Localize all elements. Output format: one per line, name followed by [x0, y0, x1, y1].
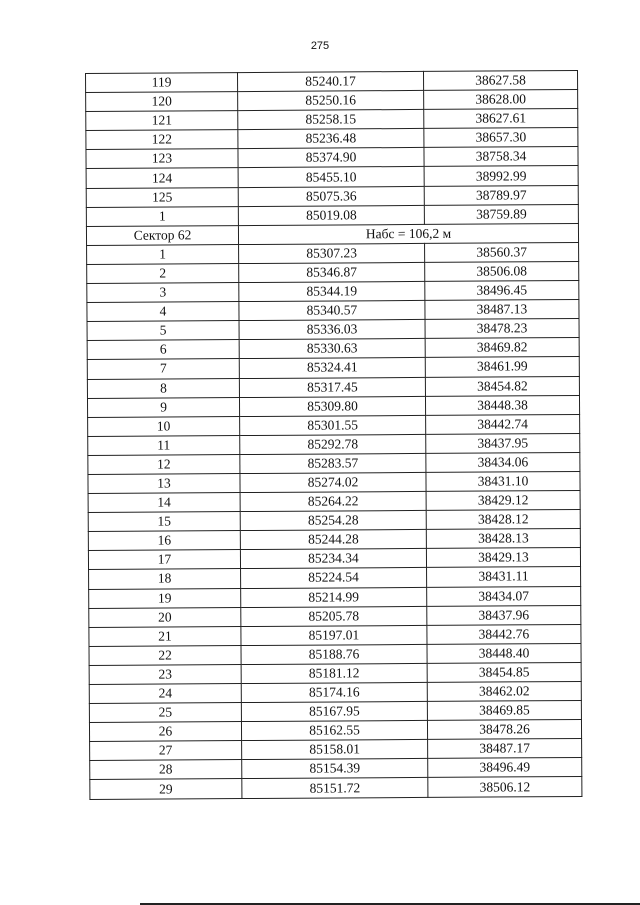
y-coordinate-cell: 38429.13 [426, 548, 580, 568]
x-coordinate-cell: 85151.72 [242, 778, 428, 798]
table-row [87, 300, 579, 322]
y-coordinate-cell: 38487.13 [425, 300, 579, 320]
y-coordinate-cell: 38434.06 [426, 452, 580, 472]
sector-rows [87, 242, 582, 799]
x-coordinate-cell: 85309.80 [239, 396, 425, 416]
y-coordinate-cell: 38431.11 [427, 567, 581, 587]
point-number-cell: 24 [89, 684, 241, 704]
y-coordinate-cell: 38448.40 [427, 643, 581, 663]
sector-height: Набс = 106,2 м [238, 223, 578, 244]
x-coordinate-cell: 85154.39 [242, 759, 428, 779]
table-row [89, 624, 581, 646]
point-number-cell: 120 [86, 92, 238, 112]
x-coordinate-cell: 85258.15 [238, 110, 424, 130]
point-number-cell: 1 [87, 244, 239, 264]
x-coordinate-cell: 85019.08 [238, 205, 424, 225]
point-number-cell: 21 [89, 626, 241, 646]
x-coordinate-cell: 85336.03 [239, 320, 425, 340]
point-number-cell: 25 [89, 703, 241, 723]
table-row [89, 643, 581, 665]
table-row [88, 414, 580, 436]
x-coordinate-cell: 85340.57 [239, 301, 425, 321]
page-number: 275 [310, 40, 330, 52]
y-coordinate-cell: 38428.12 [426, 510, 580, 530]
y-coordinate-cell: 38429.12 [426, 491, 580, 511]
point-number-cell: 12 [88, 454, 240, 474]
point-number-cell: 121 [86, 111, 238, 131]
point-number-cell: 5 [87, 321, 239, 341]
point-number-cell: 2 [87, 264, 239, 284]
table-row [89, 662, 581, 684]
point-number-cell: 14 [88, 493, 240, 513]
table-row [88, 510, 580, 532]
x-coordinate-cell: 85240.17 [238, 71, 424, 91]
point-number-cell: 8 [87, 378, 239, 398]
y-coordinate-cell: 38789.97 [424, 185, 578, 205]
point-number-cell: 18 [89, 569, 241, 589]
x-coordinate-cell: 85224.54 [241, 568, 427, 588]
y-coordinate-cell: 38496.49 [428, 758, 582, 778]
table-row [86, 204, 578, 226]
point-number-cell: 11 [88, 435, 240, 455]
point-number-cell: 20 [89, 607, 241, 627]
table-row [89, 720, 581, 742]
table-row [89, 586, 581, 608]
x-coordinate-cell: 85197.01 [241, 625, 427, 645]
table-row [86, 70, 578, 92]
point-number-cell: 26 [89, 722, 241, 742]
point-number-cell: 119 [86, 73, 238, 93]
y-coordinate-cell: 38442.74 [426, 414, 580, 434]
x-coordinate-cell: 85214.99 [241, 587, 427, 607]
table-row [87, 395, 579, 417]
y-coordinate-cell: 38627.58 [423, 70, 577, 90]
point-number-cell: 23 [89, 664, 241, 684]
point-number-cell: 123 [86, 149, 238, 169]
point-number-cell: 22 [89, 645, 241, 665]
y-coordinate-cell: 38454.82 [425, 376, 579, 396]
point-number-cell: 28 [90, 760, 242, 780]
y-coordinate-cell: 38478.23 [425, 319, 579, 339]
y-coordinate-cell: 38428.13 [426, 529, 580, 549]
x-coordinate-cell: 85244.28 [240, 530, 426, 550]
point-number-cell: 19 [89, 588, 241, 608]
y-coordinate-cell: 38506.12 [428, 777, 582, 797]
y-coordinate-cell: 38461.99 [425, 357, 579, 377]
y-coordinate-cell: 38560.37 [425, 242, 579, 262]
x-coordinate-cell: 85236.48 [238, 129, 424, 149]
point-number-cell: 10 [88, 416, 240, 436]
x-coordinate-cell: 85292.78 [240, 434, 426, 454]
table-row [87, 319, 579, 341]
top-rows [86, 70, 579, 226]
point-number-cell: 9 [87, 397, 239, 417]
table-row [90, 739, 582, 761]
table-row [90, 758, 582, 780]
x-coordinate-cell: 85317.45 [239, 377, 425, 397]
x-coordinate-cell: 85301.55 [240, 415, 426, 435]
y-coordinate-cell: 38442.76 [427, 624, 581, 644]
y-coordinate-cell: 38657.30 [424, 128, 578, 148]
table-row [87, 242, 579, 264]
point-number-cell: 125 [86, 187, 238, 207]
x-coordinate-cell: 85264.22 [240, 491, 426, 511]
x-coordinate-cell: 85167.95 [241, 702, 427, 722]
x-coordinate-cell: 85075.36 [238, 186, 424, 206]
x-coordinate-cell: 85188.76 [241, 644, 427, 664]
table-row [88, 548, 580, 570]
y-coordinate-cell: 38454.85 [427, 662, 581, 682]
y-coordinate-cell: 38627.61 [424, 109, 578, 129]
y-coordinate-cell: 38437.95 [426, 433, 580, 453]
y-coordinate-cell: 38758.34 [424, 147, 578, 167]
x-coordinate-cell: 85344.19 [239, 281, 425, 301]
x-coordinate-cell: 85283.57 [240, 453, 426, 473]
table-row [87, 338, 579, 360]
table-row [87, 357, 579, 379]
y-coordinate-cell: 38448.38 [425, 395, 579, 415]
point-number-cell: 29 [90, 779, 242, 799]
y-coordinate-cell: 38469.85 [427, 701, 581, 721]
y-coordinate-cell: 38478.26 [427, 720, 581, 740]
point-number-cell: 7 [87, 359, 239, 379]
point-number-cell: 124 [86, 168, 238, 188]
point-number-cell: 1 [86, 206, 238, 226]
y-coordinate-cell: 38434.07 [427, 586, 581, 606]
table-row [86, 128, 578, 150]
table-row [90, 777, 582, 799]
table-row [89, 681, 581, 703]
table-row [88, 452, 580, 474]
x-coordinate-cell: 85174.16 [241, 682, 427, 702]
table-row [87, 261, 579, 283]
x-coordinate-cell: 85330.63 [239, 339, 425, 359]
x-coordinate-cell: 85158.01 [242, 740, 428, 760]
y-coordinate-cell: 38431.10 [426, 471, 580, 491]
table-row [86, 185, 578, 207]
table-row [89, 701, 581, 723]
x-coordinate-cell: 85455.10 [238, 167, 424, 187]
table-row [87, 281, 579, 303]
y-coordinate-cell: 38506.08 [425, 261, 579, 281]
x-coordinate-cell: 85205.78 [241, 606, 427, 626]
x-coordinate-cell: 85254.28 [240, 511, 426, 531]
point-number-cell: 13 [88, 474, 240, 494]
table-row [86, 90, 578, 112]
x-coordinate-cell: 85181.12 [241, 663, 427, 683]
x-coordinate-cell: 85250.16 [238, 91, 424, 111]
x-coordinate-cell: 85234.34 [240, 549, 426, 569]
y-coordinate-cell: 38759.89 [424, 204, 578, 224]
table-row [89, 567, 581, 589]
point-number-cell: 122 [86, 130, 238, 150]
y-coordinate-cell: 38628.00 [424, 90, 578, 110]
point-number-cell: 27 [90, 741, 242, 761]
table-row [86, 109, 578, 131]
point-number-cell: 16 [88, 531, 240, 551]
sector-label: Сектор 62 [86, 225, 238, 245]
y-coordinate-cell: 38437.96 [427, 605, 581, 625]
point-number-cell: 15 [88, 512, 240, 532]
table-row [88, 433, 580, 455]
coordinates-table [85, 70, 582, 800]
table-row [86, 166, 578, 188]
y-coordinate-cell: 38992.99 [424, 166, 578, 186]
x-coordinate-cell: 85162.55 [241, 721, 427, 741]
y-coordinate-cell: 38462.02 [427, 681, 581, 701]
table-row [88, 529, 580, 551]
table-row [89, 605, 581, 627]
x-coordinate-cell: 85374.90 [238, 148, 424, 168]
table-row [87, 376, 579, 398]
x-coordinate-cell: 85274.02 [240, 472, 426, 492]
table-row [88, 491, 580, 513]
table-row [88, 471, 580, 493]
y-coordinate-cell: 38469.82 [425, 338, 579, 358]
point-number-cell: 6 [87, 340, 239, 360]
x-coordinate-cell: 85346.87 [239, 262, 425, 282]
x-coordinate-cell: 85324.41 [239, 358, 425, 378]
point-number-cell: 3 [87, 283, 239, 303]
y-coordinate-cell: 38487.17 [428, 739, 582, 759]
x-coordinate-cell: 85307.23 [239, 243, 425, 263]
point-number-cell: 17 [88, 550, 240, 570]
point-number-cell: 4 [87, 302, 239, 322]
table-row [86, 147, 578, 169]
y-coordinate-cell: 38496.45 [425, 281, 579, 301]
